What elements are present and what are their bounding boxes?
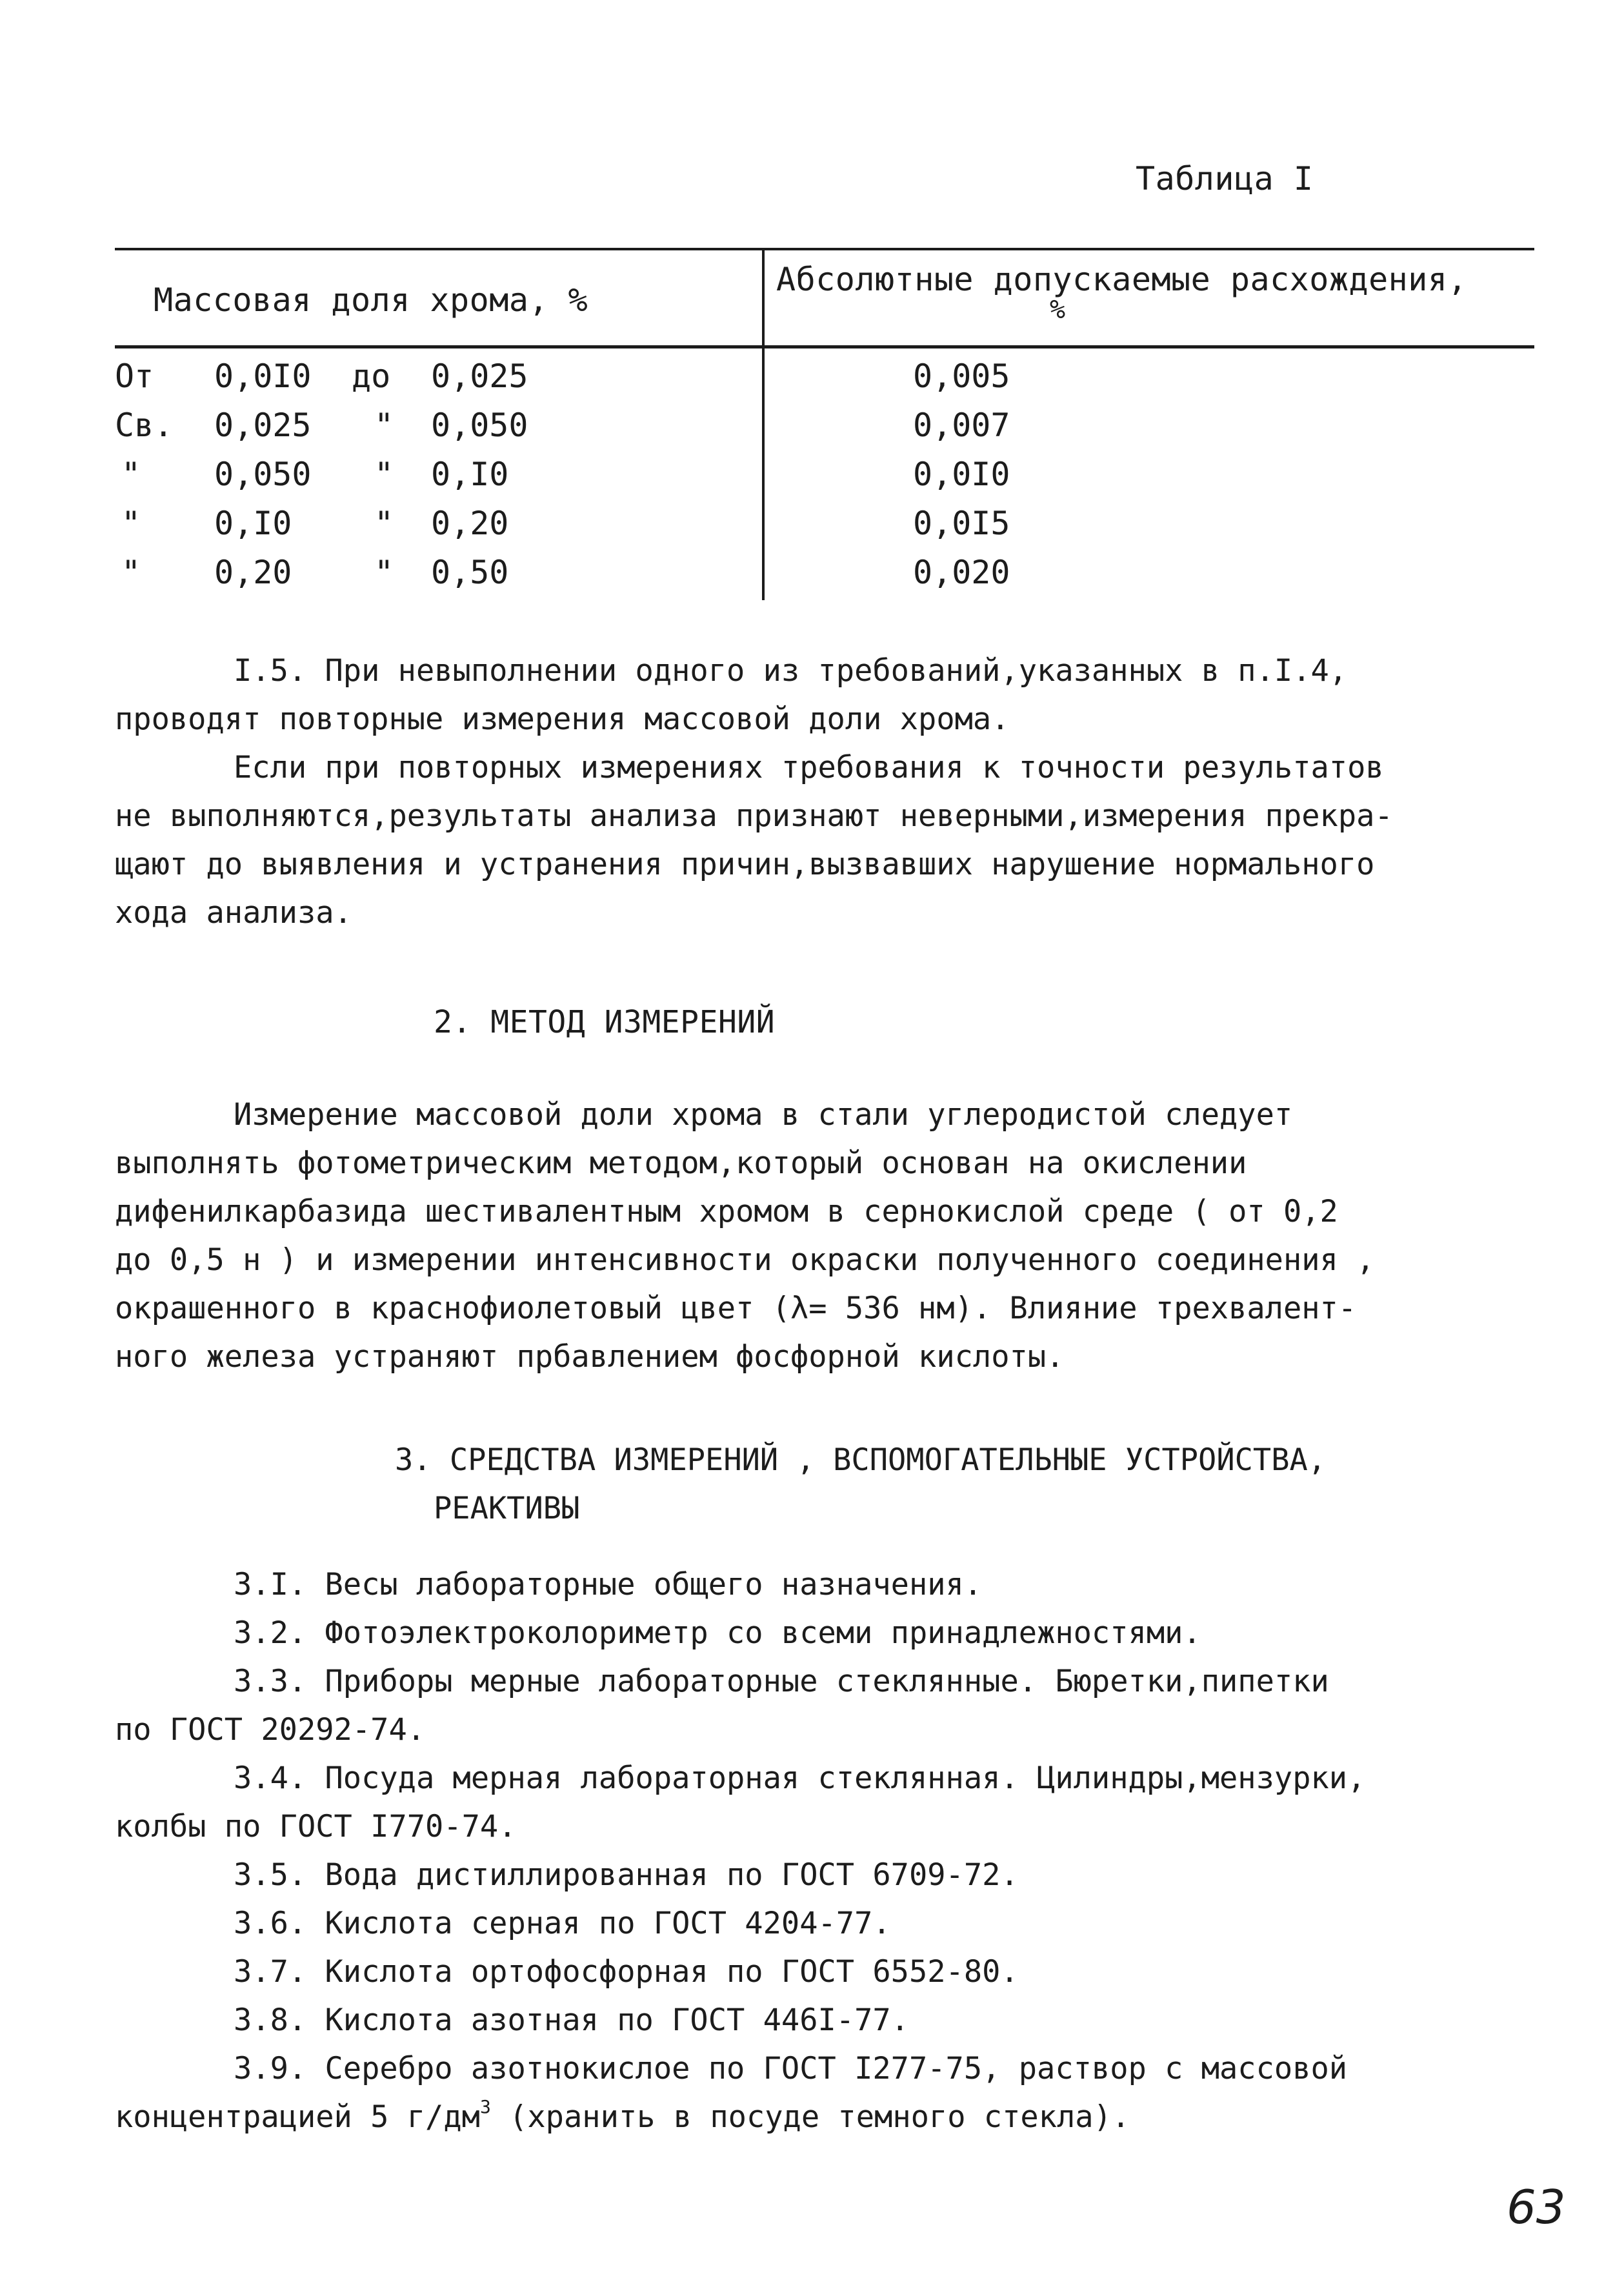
row-tolerance: 0,0I0 bbox=[913, 456, 1010, 493]
list-item-continuation bbox=[115, 2093, 1365, 2141]
row-from: 0,I0 bbox=[214, 505, 292, 542]
table-top-rule bbox=[115, 248, 1534, 250]
list-item: 3.8. Кислота азотная по ГОСТ 446I-77. bbox=[234, 2003, 909, 2038]
list-item: 3.6. Кислота серная по ГОСТ 4204-77. bbox=[234, 1906, 891, 1941]
section-3-title-line: 3. СРЕДСТВА ИЗМЕРЕНИЙ , ВСПОМОГАТЕЛЬНЫЕ УСТРОЙСТВА, bbox=[395, 1442, 1327, 1478]
section-3-list bbox=[115, 1560, 1365, 2141]
row-mid: до bbox=[352, 358, 391, 395]
list-item: 3.5. Вода дистиллированная по ГОСТ 6709-72. bbox=[234, 1857, 1019, 1893]
list-item: 3.2. Фотоэлектроколориметр со всеми принадлежностями. bbox=[234, 1615, 1201, 1651]
row-tolerance: 0,0I5 bbox=[913, 505, 1010, 542]
list-item-continuation: колбы по ГОСТ I770-74. bbox=[115, 1809, 517, 1844]
row-mid: " bbox=[374, 505, 394, 542]
list-item-continuation: по ГОСТ 20292-74. bbox=[115, 1712, 426, 1748]
text-line: щают до выявления и устранения причин,вызвавших нарушение нормального bbox=[115, 847, 1375, 882]
row-from: 0,050 bbox=[214, 456, 312, 493]
table-header-mass-fraction: Массовая доля хрома, % bbox=[154, 281, 588, 319]
row-prefix: " bbox=[121, 456, 141, 493]
list-item: 3.I. Весы лабораторные общего назначения. bbox=[234, 1567, 983, 1602]
table-caption: Таблица I bbox=[1136, 160, 1314, 197]
page-number: 63 bbox=[1507, 2180, 1566, 2234]
table-header-rule bbox=[115, 345, 1534, 348]
list-item: 3.7. Кислота ортофосфорная по ГОСТ 6552-80. bbox=[234, 1954, 1019, 1990]
row-from: 0,20 bbox=[214, 554, 292, 591]
row-to: 0,I0 bbox=[431, 456, 509, 493]
row-prefix: От bbox=[115, 358, 154, 395]
text-line: хода анализа. bbox=[115, 895, 352, 931]
text-line: окрашенного в краснофиолетовый цвет (λ= 536 нм). Влияние трехвалент- bbox=[115, 1291, 1357, 1326]
list-item: 3.9. Серебро азотнокислое по ГОСТ I277-75, раствор с массовой bbox=[234, 2051, 1348, 2086]
concentration-text: концентрацией 5 г/дм bbox=[115, 2099, 480, 2135]
list-item: 3.3. Приборы мерные лабораторные стеклянные. Бюретки,пипетки bbox=[234, 1664, 1329, 1699]
text-line: Если при повторных измерениях требования к точности результатов bbox=[234, 750, 1384, 785]
table-header-tolerance-unit: % bbox=[1050, 295, 1066, 325]
row-to: 0,20 bbox=[431, 505, 509, 542]
section-3-title-line: РЕАКТИВЫ bbox=[434, 1491, 580, 1526]
section-2-title: 2. МЕТОД ИЗМЕРЕНИЙ bbox=[434, 1004, 776, 1040]
row-tolerance: 0,005 bbox=[913, 358, 1010, 395]
section-2-body bbox=[115, 1091, 1374, 1381]
row-tolerance: 0,007 bbox=[913, 407, 1010, 444]
row-mid: " bbox=[374, 456, 394, 493]
text-line: I.5. При невыполнении одного из требований,указанных в п.I.4, bbox=[234, 653, 1348, 689]
paragraph-1-5 bbox=[115, 647, 1393, 937]
row-from: 0,0I0 bbox=[214, 358, 312, 395]
row-to: 0,050 bbox=[431, 407, 528, 444]
row-tolerance: 0,020 bbox=[913, 554, 1010, 591]
row-mid: " bbox=[374, 554, 394, 591]
text-line: Измерение массовой доли хрома в стали углеродистой следует bbox=[234, 1097, 1293, 1133]
row-prefix: " bbox=[121, 554, 141, 591]
row-mid: " bbox=[374, 407, 394, 444]
text-line: до 0,5 н ) и измерении интенсивности окраски полученного соединения , bbox=[115, 1242, 1375, 1278]
table-header-tolerance: Абсолютные допускаемые расхождения, bbox=[776, 261, 1468, 298]
text-line: дифенилкарбазида шестивалентным хромом в сернокислой среде ( от 0,2 bbox=[115, 1194, 1338, 1229]
list-item: 3.4. Посуда мерная лабораторная стеклянная. Цилиндры,мензурки, bbox=[234, 1760, 1366, 1796]
text-line: не выполняются,результаты анализа признают неверными,измерения прекра- bbox=[115, 798, 1393, 834]
section-3-title bbox=[395, 1436, 1326, 1533]
text-line: выполнять фотометрическим методом,который основан на окислении bbox=[115, 1145, 1247, 1181]
row-from: 0,025 bbox=[214, 407, 312, 444]
text-line: ного железа устраняют прбавлением фосфорной кислоты. bbox=[115, 1339, 1065, 1375]
row-to: 0,025 bbox=[431, 358, 528, 395]
storage-text: (хранить в посуде темного стекла). bbox=[490, 2099, 1130, 2135]
superscript-3: 3 bbox=[479, 2096, 491, 2117]
row-prefix: " bbox=[121, 505, 141, 542]
row-prefix: Св. bbox=[115, 407, 174, 444]
text-line: проводят повторные измерения массовой доли хрома. bbox=[115, 701, 1010, 737]
row-to: 0,50 bbox=[431, 554, 509, 591]
table-column-divider bbox=[762, 248, 765, 600]
